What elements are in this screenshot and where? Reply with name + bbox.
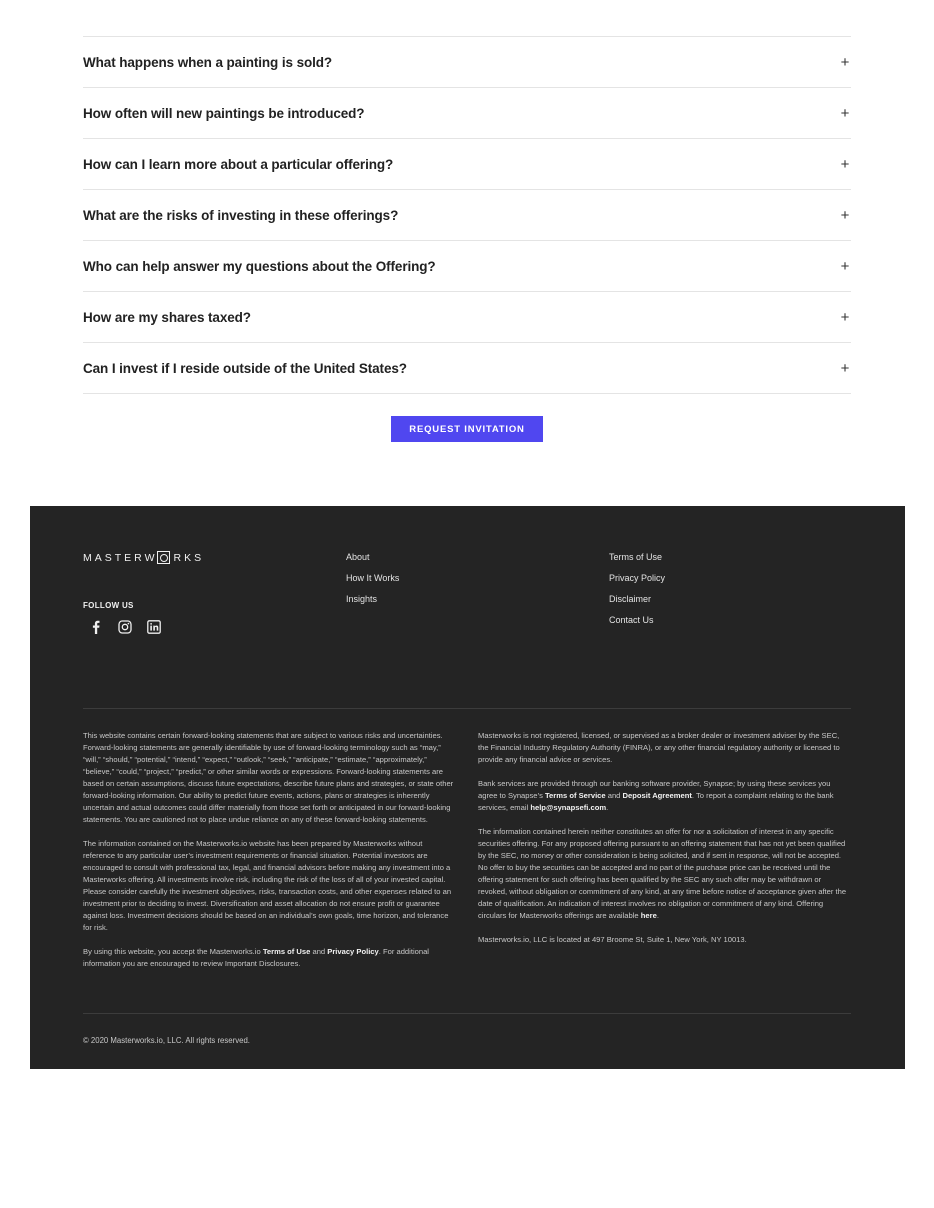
faq-item[interactable] bbox=[83, 139, 851, 190]
terms-acceptance-text: and bbox=[310, 947, 328, 956]
footer-link-privacy[interactable]: Privacy Policy bbox=[609, 573, 666, 583]
faq-item[interactable] bbox=[83, 241, 851, 292]
plus-icon[interactable]: + bbox=[840, 53, 850, 71]
deposit-agreement-link[interactable]: Deposit Agreement bbox=[622, 791, 692, 800]
company-address: Masterworks.io, LLC is located at 497 Broome St, Suite 1, New York, NY 10013. bbox=[478, 935, 747, 944]
regulatory-notice: Masterworks is not registered, licensed, or supervised as a broker dealer or investment adviser by the SEC, the Financial Industry Regulatory Authority (FINRA), or any other financial regulatory authority or licensed to provide any financial advice or services. bbox=[478, 731, 840, 764]
plus-icon[interactable]: + bbox=[840, 104, 850, 122]
faq-list bbox=[83, 36, 851, 394]
faq-question: What are the risks of investing in these offerings? bbox=[83, 207, 399, 223]
linkedin-icon[interactable] bbox=[146, 619, 162, 635]
faq-question: How can I learn more about a particular offering? bbox=[83, 156, 394, 172]
plus-icon[interactable]: + bbox=[840, 206, 850, 224]
faq-question: How are my shares taxed? bbox=[83, 309, 251, 325]
footer-nav-primary bbox=[346, 551, 399, 614]
plus-icon[interactable]: + bbox=[840, 155, 850, 173]
faq-item[interactable] bbox=[83, 292, 851, 343]
bank-services-notice bbox=[478, 778, 851, 814]
footer-link-insights[interactable]: Insights bbox=[346, 594, 378, 604]
investment-disclaimer: The information contained on the Masterworks.io website has been prepared by Masterworks without reference to any particular user’s investment requirements or financial situation. Potential investors are encouraged to consult with professional tax, legal, and financial advisors before making any investment into a Masterworks offering. All investments involve risk, including the risk of the loss of all of your invested capital. Please consider carefully the investment objectives, risks, transaction costs, and other expenses related to an investment prior to deciding to invest. Diversification and asset allocation do not ensure profit or guarantee against loss. Investment decisions should be based on an individual’s own goals, time horizon, and tolerance for risk. bbox=[83, 839, 452, 932]
offering-notice-text: The information contained herein neither constitutes an offer for nor a solicitation of interest in any specific securities offering. For any proposed offering pursuant to an offering statement that has not yet been qualified by the SEC, no money or other consideration is being solicited, and if sent in response, will not be accepted. No offer to buy the securities can be accepted and no part of the purchase price can be received until the offering statement for such offering has been qualified by the SEC any such offer may be withdrawn or revoked, without obligation or commitment of any kind, at any time before notice of acceptance given after the date of qualification. An indication of interest involves no obligation or commitment of any kind. Offering circulars for Masterworks offerings are available bbox=[478, 827, 847, 920]
footer-divider bbox=[83, 1013, 851, 1014]
logo-text-left: MASTERW bbox=[83, 551, 158, 564]
plus-icon[interactable]: + bbox=[840, 359, 850, 377]
legal-disclaimer-right bbox=[478, 730, 851, 958]
request-invitation-button[interactable]: REQUEST INVITATION bbox=[391, 416, 543, 442]
bank-services-text: and bbox=[605, 791, 623, 800]
forward-looking-statement: This website contains certain forward-looking statements that are subject to various risks and uncertainties. Forward-looking statements are generally identifiable by use of forward-looking terminology such as “may,” “will,” “should,” “potential,” “intend,” “expect,” “outlook,” “seek,” “anticipate,” “estimate,” “approximately,” “believe,” “could,” “project,” “predict,” or other similar words or expressions. Forward-looking statements are based on certain assumptions, discuss future expectations, describe future plans and strategies, or state other forward-looking information. Our ability to predict future events, actions, plans or strategies is inherently uncertain and actual outcomes could differ materially from those set forth or anticipated in our forward-looking statements. You are cautioned not to place undue reliance on any of these forward-looking statements. bbox=[83, 731, 454, 824]
faq-item[interactable] bbox=[83, 88, 851, 139]
footer-link-disclaimer[interactable]: Disclaimer bbox=[609, 594, 652, 604]
offering-notice-text: . bbox=[656, 911, 659, 920]
follow-us-label: FOLLOW US bbox=[83, 601, 134, 610]
faq-item[interactable] bbox=[83, 343, 851, 394]
instagram-icon[interactable] bbox=[117, 619, 133, 635]
plus-icon[interactable]: + bbox=[840, 257, 850, 275]
support-email-link[interactable]: help@synapsefi.com bbox=[530, 803, 607, 812]
terms-acceptance-text: By using this website, you accept the Masterworks.io bbox=[83, 947, 263, 956]
copyright-text: © 2020 Masterworks.io, LLC. All rights reserved. bbox=[83, 1036, 250, 1045]
footer-link-contact[interactable]: Contact Us bbox=[609, 615, 654, 625]
footer-link-how-it-works[interactable]: How It Works bbox=[346, 573, 400, 583]
footer-divider bbox=[83, 708, 851, 709]
terms-of-use-link[interactable]: Terms of Use bbox=[262, 947, 311, 956]
terms-acceptance-text: . For additional information you are encouraged to review Important Disclosures. bbox=[83, 947, 429, 968]
bank-services-text: . To report a complaint relating to the bank services, email bbox=[478, 791, 834, 812]
faq-question: Can I invest if I reside outside of the United States? bbox=[83, 360, 407, 376]
privacy-policy-link[interactable]: Privacy Policy bbox=[327, 947, 379, 956]
footer-link-terms[interactable]: Terms of Use bbox=[609, 552, 663, 562]
footer-nav-legal bbox=[609, 551, 665, 635]
footer-link-about[interactable]: About bbox=[346, 552, 370, 562]
faq-question: How often will new paintings be introduced? bbox=[83, 105, 365, 121]
social-links bbox=[88, 619, 162, 635]
plus-icon[interactable]: + bbox=[840, 308, 850, 326]
terms-acceptance bbox=[83, 946, 456, 970]
terms-of-service-link[interactable]: Terms of Service bbox=[544, 791, 606, 800]
bank-services-text: . bbox=[606, 803, 609, 812]
offering-circulars-link[interactable]: here bbox=[640, 911, 657, 920]
faq-item[interactable] bbox=[83, 190, 851, 241]
legal-disclaimer-left bbox=[83, 730, 456, 982]
facebook-icon[interactable] bbox=[88, 619, 104, 635]
offering-notice bbox=[478, 826, 851, 922]
faq-question: Who can help answer my questions about the Offering? bbox=[83, 258, 436, 274]
faq-question: What happens when a painting is sold? bbox=[83, 54, 333, 70]
logo-mark-icon bbox=[157, 551, 170, 564]
masterworks-logo[interactable] bbox=[83, 551, 204, 564]
faq-item[interactable] bbox=[83, 37, 851, 88]
site-footer bbox=[30, 506, 905, 1069]
bank-services-text: Bank services are provided through our banking software provider, Synapse; by using these services you agree to Synapse’s bbox=[478, 779, 831, 800]
logo-text-right: RKS bbox=[173, 551, 205, 564]
